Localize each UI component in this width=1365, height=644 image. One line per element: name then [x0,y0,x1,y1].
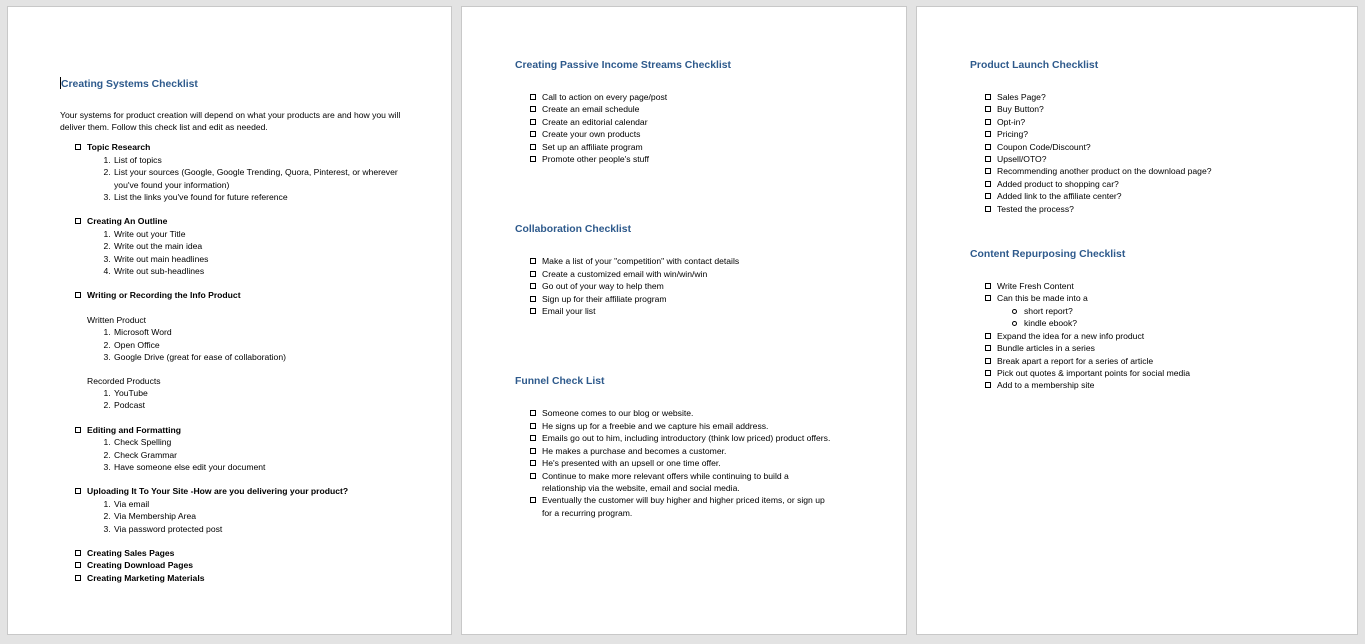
written-product-steps [87,326,420,363]
checklist-item[interactable]: Write Fresh Content [970,280,1330,292]
checklist-item[interactable]: Upsell/OTO? [970,153,1330,165]
checklist-item[interactable]: He makes a purchase and becomes a customer. [515,445,835,457]
checklist-item-outline[interactable]: Creating An Outline 1. Write out your Title 2. Write out the main idea 3. Write out main headlines 4. Write out sub-headlines [60,215,420,277]
checklist-item[interactable]: Create an email schedule [515,103,875,115]
product-launch-heading: Product Launch Checklist [970,60,1099,71]
list-item: 1. List of topics [113,154,420,166]
funnel-heading: Funnel Check List [515,376,605,388]
content-repurposing-heading: Content Repurposing Checklist [970,249,1126,261]
checklist-item[interactable]: Recommending another product on the download page? [970,165,1330,177]
checklist-item[interactable]: Call to action on every page/post [515,91,875,103]
collaboration-heading: Collaboration Checklist [515,224,632,236]
checklist-item[interactable]: Promote other people's stuff [515,153,875,165]
list-item: 3. List the links you've found for future reference [113,191,420,203]
list-item: 3. Have someone else edit your document [113,461,420,473]
list-item: 1. Check Spelling [113,436,420,448]
list-item: 2. List your sources (Google, Google Trending, Quora, Pinterest, or wherever you've found your information) [113,166,420,191]
recorded-products-steps [87,387,420,412]
checklist-item[interactable]: Go out of your way to help them [515,280,875,292]
outline-steps [87,228,420,278]
list-item: 1. Via email [113,498,420,510]
checklist-item[interactable]: Sales Page? [970,91,1330,103]
list-item: 2. Via Membership Area [113,510,420,522]
product-launch-checklist [970,91,1330,215]
list-item: 1. YouTube [113,387,420,399]
checklist-item[interactable]: Coupon Code/Discount? [970,141,1330,153]
checklist-item-editing[interactable]: Editing and Formatting 1. Check Spelling 2. Check Grammar 3. Have someone else edit your document [60,424,420,474]
passive-income-checklist [515,91,875,165]
funnel-checklist [515,407,835,519]
collaboration-checklist [515,255,875,317]
checklist-item[interactable]: Create an editorial calendar [515,116,875,128]
document-page-3 [916,6,1358,635]
checklist-item[interactable]: Someone comes to our blog or website. [515,407,835,419]
sub-list-item: kindle ebook? [970,317,1330,329]
document-page-1 [7,6,452,635]
sub-list-item: short report? [970,305,1330,317]
page-3-content [970,59,1330,392]
list-item: 2. Open Office [113,339,420,351]
checklist-item[interactable]: Break apart a report for a series of article [970,355,1330,367]
written-product-label: Written Product [87,314,147,325]
list-item: 3. Write out main headlines [113,253,420,265]
checklist-item-sales-pages[interactable]: Creating Sales Pages [60,547,420,559]
checklist-item[interactable]: Can this be made into a short report? kindle ebook? [970,292,1330,329]
systems-checklist [60,141,420,584]
page-2-content [515,59,875,519]
checklist-item[interactable]: Sign up for their affiliate program [515,293,875,305]
checklist-item[interactable]: Added product to shopping car? [970,178,1330,190]
intro-paragraph: Your systems for product creation will depend on what your products are and how you will deliver them. Follow this check list and edit as needed. [60,110,401,133]
checklist-item[interactable]: Bundle articles in a series [970,342,1330,354]
checklist-item[interactable]: Add to a membership site [970,379,1330,391]
uploading-steps [87,498,420,535]
checklist-item-writing[interactable]: Writing or Recording the Info Product Written Product 1. Microsoft Word 2. Open Office 3. Google Drive (great for ease of collaboration) Recorded Products 1. YouTube 2. Podcast [60,289,420,411]
checklist-item[interactable]: Opt-in? [970,116,1330,128]
recorded-products-label: Recorded Products [87,375,161,386]
checklist-item[interactable]: Emails go out to him, including introductory (think low priced) product offers. [515,432,835,444]
checklist-item-marketing-materials[interactable]: Creating Marketing Materials [60,572,420,584]
checklist-item[interactable]: Added link to the affiliate center? [970,190,1330,202]
checklist-item[interactable]: Pricing? [970,128,1330,140]
checklist-item[interactable]: Buy Button? [970,103,1330,115]
list-item: 1. Microsoft Word [113,326,420,338]
passive-income-heading: Creating Passive Income Streams Checklist [515,60,731,71]
checklist-item[interactable]: Eventually the customer will buy higher and higher priced items, or sign up for a recurring program. [515,494,835,519]
list-item: 3. Via password protected post [113,523,420,535]
checklist-item[interactable]: Make a list of your "competition" with contact details [515,255,875,267]
checklist-item-uploading[interactable]: Uploading It To Your Site -How are you delivering your product? 1. Via email 2. Via Membership Area 3. Via password protected post [60,485,420,535]
list-item: 1. Write out your Title [113,228,420,240]
checklist-item[interactable]: Email your list [515,305,875,317]
checklist-item-download-pages[interactable]: Creating Download Pages [60,559,420,571]
checklist-item[interactable]: Pick out quotes & important points for social media [970,367,1330,379]
checklist-item[interactable]: Tested the process? [970,203,1330,215]
checklist-item[interactable]: Expand the idea for a new info product [970,330,1330,342]
list-item: 2. Write out the main idea [113,240,420,252]
creating-systems-heading: Creating Systems Checklist [61,79,198,90]
checklist-item[interactable]: He's presented with an upsell or one time offer. [515,457,835,469]
checklist-item[interactable]: Continue to make more relevant offers while continuing to build a relationship via the website, email and social media. [515,470,835,495]
checklist-item[interactable]: Create your own products [515,128,875,140]
checklist-item[interactable]: Create a customized email with win/win/win [515,268,875,280]
list-item: 2. Podcast [113,399,420,411]
content-repurposing-checklist [970,280,1330,392]
list-item: 3. Google Drive (great for ease of collaboration) [113,351,420,363]
editing-steps [87,436,420,473]
topic-research-steps [87,154,420,204]
list-item: 4. Write out sub-headlines [113,265,420,277]
document-page-2 [461,6,907,635]
checklist-item[interactable]: Set up an affiliate program [515,141,875,153]
repurposing-sub-list [970,305,1330,330]
checklist-item[interactable]: He signs up for a freebie and we capture his email address. [515,420,835,432]
checklist-item-topic-research[interactable]: Topic Research 1. List of topics 2. List your sources (Google, Google Trending, Quora, Pinterest, or wherever you've found your information) 3. List the links you've found for future reference [60,141,420,203]
page-1-content [60,77,420,584]
list-item: 2. Check Grammar [113,449,420,461]
